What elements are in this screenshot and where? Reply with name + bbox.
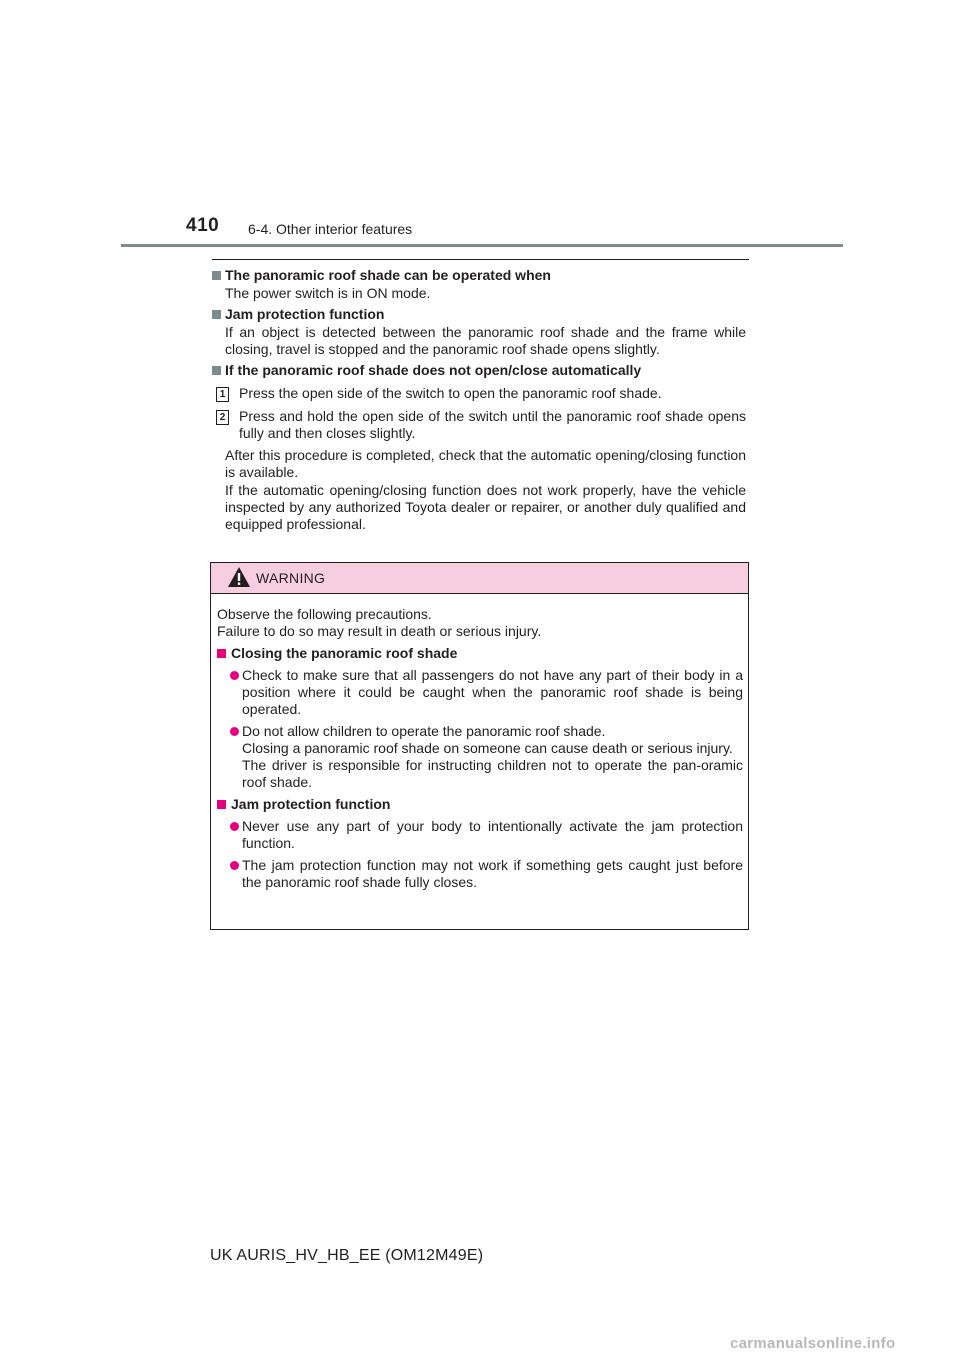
warning-bullet: Check to make sure that all passengers do not have any part of their body in a position where it could be caught when the panoramic roof shade is being operated. — [217, 667, 743, 718]
circle-bullet-icon — [230, 822, 239, 831]
warning-heading-jam: Jam protection function — [217, 796, 743, 813]
circle-bullet-icon — [230, 727, 239, 736]
warning-bullet: Never use any part of your body to intentionally activate the jam protection function. — [217, 818, 743, 852]
heading-operated-when: The panoramic roof shade can be operated when — [212, 267, 746, 284]
paragraph: The power switch is in ON mode. — [225, 285, 431, 301]
section-title: 6-4. Other interior features — [248, 221, 413, 237]
warning-bullet: Do not allow children to operate the panoramic roof shade. Closing a panoramic roof shade on someone can cause death or serious injury. The driver is responsible for instructing children not to operate the pan-oramic roof shade. — [217, 723, 743, 791]
watermark: carmanualsonline.info — [730, 1335, 896, 1352]
circle-bullet-icon — [230, 861, 239, 870]
step-number-box: 2 — [216, 410, 229, 425]
square-bullet-icon — [217, 649, 226, 658]
paragraph: If an object is detected between the panoramic roof shade and the frame while closing, travel is stopped and the panoramic roof shade opens slightly. — [225, 324, 746, 357]
warning-header — [211, 563, 748, 594]
paragraph: If the automatic opening/closing function does not work properly, have the vehicle inspected by any authorized Toyota dealer or repairer, or another duly qualified and equipped professional. — [225, 482, 746, 532]
main-content — [212, 263, 746, 533]
warning-bullet: The jam protection function may not work if something gets caught just before the panoramic roof shade fully closes. — [217, 857, 743, 891]
square-bullet-icon — [212, 366, 221, 375]
footer-model-code: UK AURIS_HV_HB_EE (OM12M49E) — [210, 1247, 484, 1264]
heading-not-open-close: If the panoramic roof shade does not open/close automatically — [212, 362, 746, 379]
warning-intro: Observe the following precautions. Failure to do so may result in death or serious injury. — [217, 606, 542, 639]
warning-heading-closing: Closing the panoramic roof shade — [217, 645, 743, 662]
square-bullet-icon — [217, 800, 226, 809]
page-header — [0, 0, 960, 250]
square-bullet-icon — [212, 310, 221, 319]
warning-box — [210, 562, 749, 930]
circle-bullet-icon — [230, 671, 239, 680]
step-2: 2 Press and hold the open side of the switch until the panoramic roof shade opens fully and then closes slightly. — [212, 408, 746, 442]
square-bullet-icon — [212, 271, 221, 280]
page-number: 410 — [186, 215, 220, 236]
step-number-box: 1 — [216, 387, 229, 402]
warning-title: WARNING — [256, 570, 326, 586]
warning-triangle-icon — [227, 566, 251, 588]
heading-jam-protection: Jam protection function — [212, 306, 746, 323]
header-divider — [121, 244, 843, 247]
step-1: 1 Press the open side of the switch to open the panoramic roof shade. — [212, 385, 746, 402]
content-top-rule — [212, 259, 749, 260]
paragraph: After this procedure is completed, check that the automatic opening/closing function is available. — [225, 447, 746, 480]
warning-body — [211, 594, 748, 891]
